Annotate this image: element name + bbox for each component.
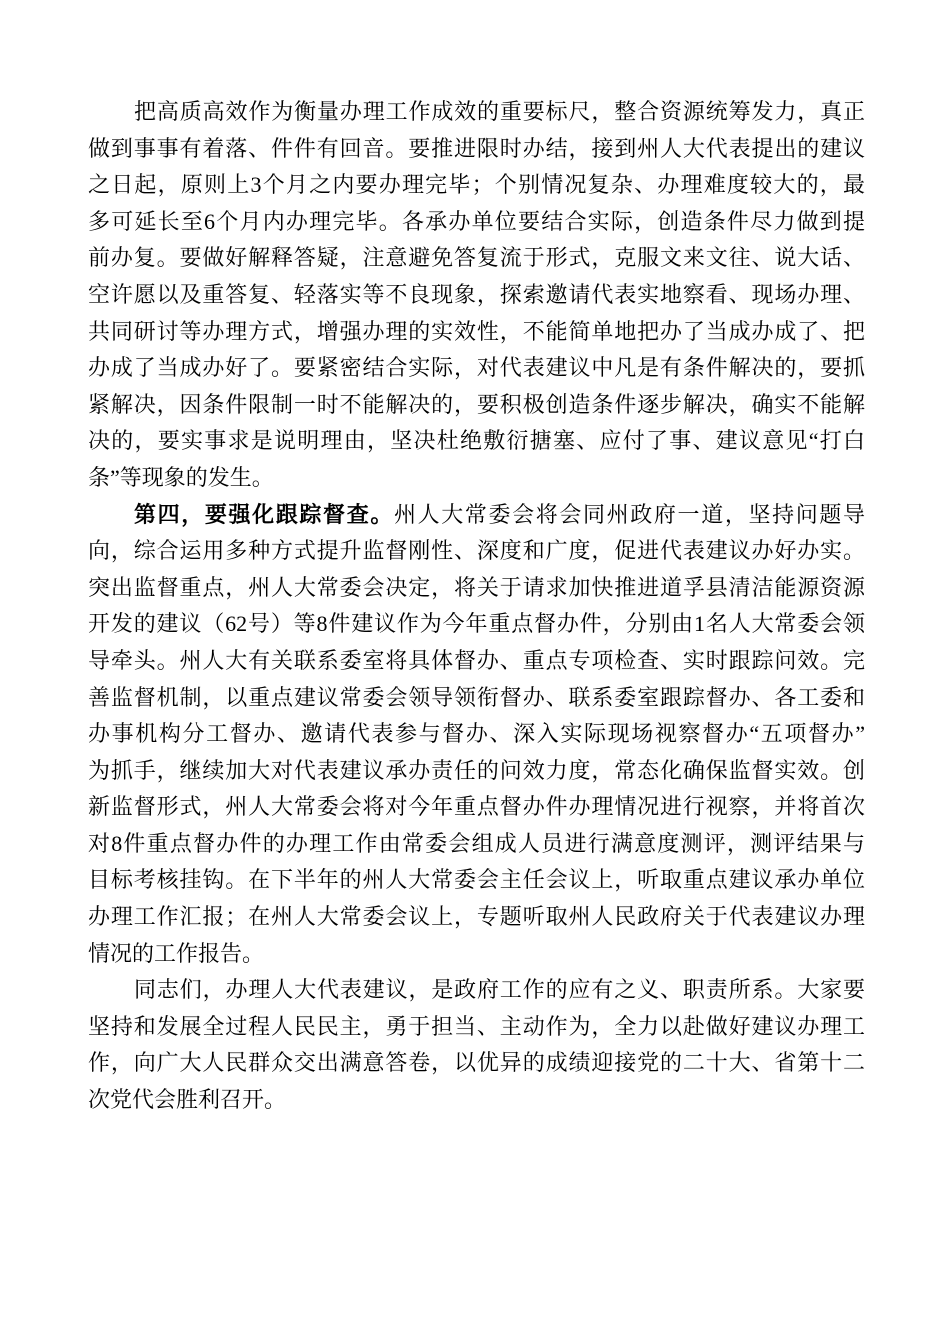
text-line: 新监督形式，州人大常委会将对今年重点督办件办理情况进行视察，并将首次: [88, 794, 865, 820]
text-line: 善监督机制，以重点建议常委会领导领衔督办、联系委室跟踪督办、各工委和: [88, 684, 865, 710]
text-line: 导牵头。州人大有关联系委室将具体督办、重点专项检查、实时跟踪问效。完: [88, 647, 865, 673]
text-line: 开发的建议（62号）等8件建议作为今年重点督办件，分别由1名人大常委会领: [88, 611, 865, 637]
text-line: 次党代会胜利召开。: [88, 1087, 287, 1113]
text-line: 办成了当成办好了。要紧密结合实际，对代表建议中凡是有条件解决的，要抓: [88, 355, 865, 381]
text-line: 决的，要实事求是说明理由，坚决杜绝敷衍搪塞、应付了事、建议意见“打白: [88, 428, 865, 454]
text-line: 做到事事有着落、件件有回音。要推进限时办结，接到州人大代表提出的建议: [88, 135, 865, 161]
text-line: 第四，要强化跟踪督查。州人大常委会将会同州政府一道，坚持问题导: [134, 501, 865, 527]
text-line: 同志们，办理人大代表建议，是政府工作的应有之义、职责所系。大家要: [134, 977, 865, 1003]
text-line: 向，综合运用多种方式提升监督刚性、深度和广度，促进代表建议办好办实。: [88, 538, 865, 564]
text-line: 多可延长至6个月内办理完毕。各承办单位要结合实际，创造条件尽力做到提: [88, 208, 865, 234]
paragraph-1: [88, 94, 865, 497]
text-line: 作，向广大人民群众交出满意答卷，以优异的成绩迎接党的二十大、省第十二: [88, 1050, 865, 1076]
document-body: [88, 94, 865, 1119]
paragraph-2: [88, 497, 865, 973]
paragraph-3: [88, 972, 865, 1118]
text-line: 为抓手，继续加大对代表建议承办责任的问效力度，常态化确保监督实效。创: [88, 757, 865, 783]
text-line: 把高质高效作为衡量办理工作成效的重要标尺，整合资源统筹发力，真正: [134, 99, 865, 124]
text-line: 前办复。要做好解释答疑，注意避免答复流于形式，克服文来文往、说大话、: [88, 245, 865, 271]
text-line: 之日起，原则上3个月之内要办理完毕；个别情况复杂、办理难度较大的，最: [88, 172, 865, 198]
text-line: 突出监督重点，州人大常委会决定，将关于请求加快推进道孚县清洁能源资源: [88, 574, 865, 600]
text-line: 目标考核挂钩。在下半年的州人大常委会主任会议上，听取重点建议承办单位: [88, 867, 865, 893]
text-line: 条”等现象的发生。: [88, 464, 274, 490]
text-line: 办事机构分工督办、邀请代表参与督办、深入实际现场视察督办“五项督办”: [88, 721, 865, 747]
text-line: 紧解决，因条件限制一时不能解决的，要积极创造条件逐步解决，确实不能解: [88, 391, 865, 417]
text-line: 共同研讨等办理方式，增强办理的实效性，不能简单地把办了当成办成了、把: [88, 318, 865, 344]
text-line: 对8件重点督办件的办理工作由常委会组成人员进行满意度测评，测评结果与: [88, 830, 865, 856]
text-line: 空许愿以及重答复、轻落实等不良现象，探索邀请代表实地察看、现场办理、: [88, 281, 865, 307]
text-line: 坚持和发展全过程人民民主，勇于担当、主动作为，全力以赴做好建议办理工: [88, 1013, 865, 1039]
bold-lead-heading: 第四，要强化跟踪督查。: [134, 501, 394, 527]
text-line: 情况的工作报告。: [88, 940, 265, 966]
text-line: 办理工作汇报；在州人大常委会议上，专题听取州人民政府关于代表建议办理: [88, 904, 865, 930]
